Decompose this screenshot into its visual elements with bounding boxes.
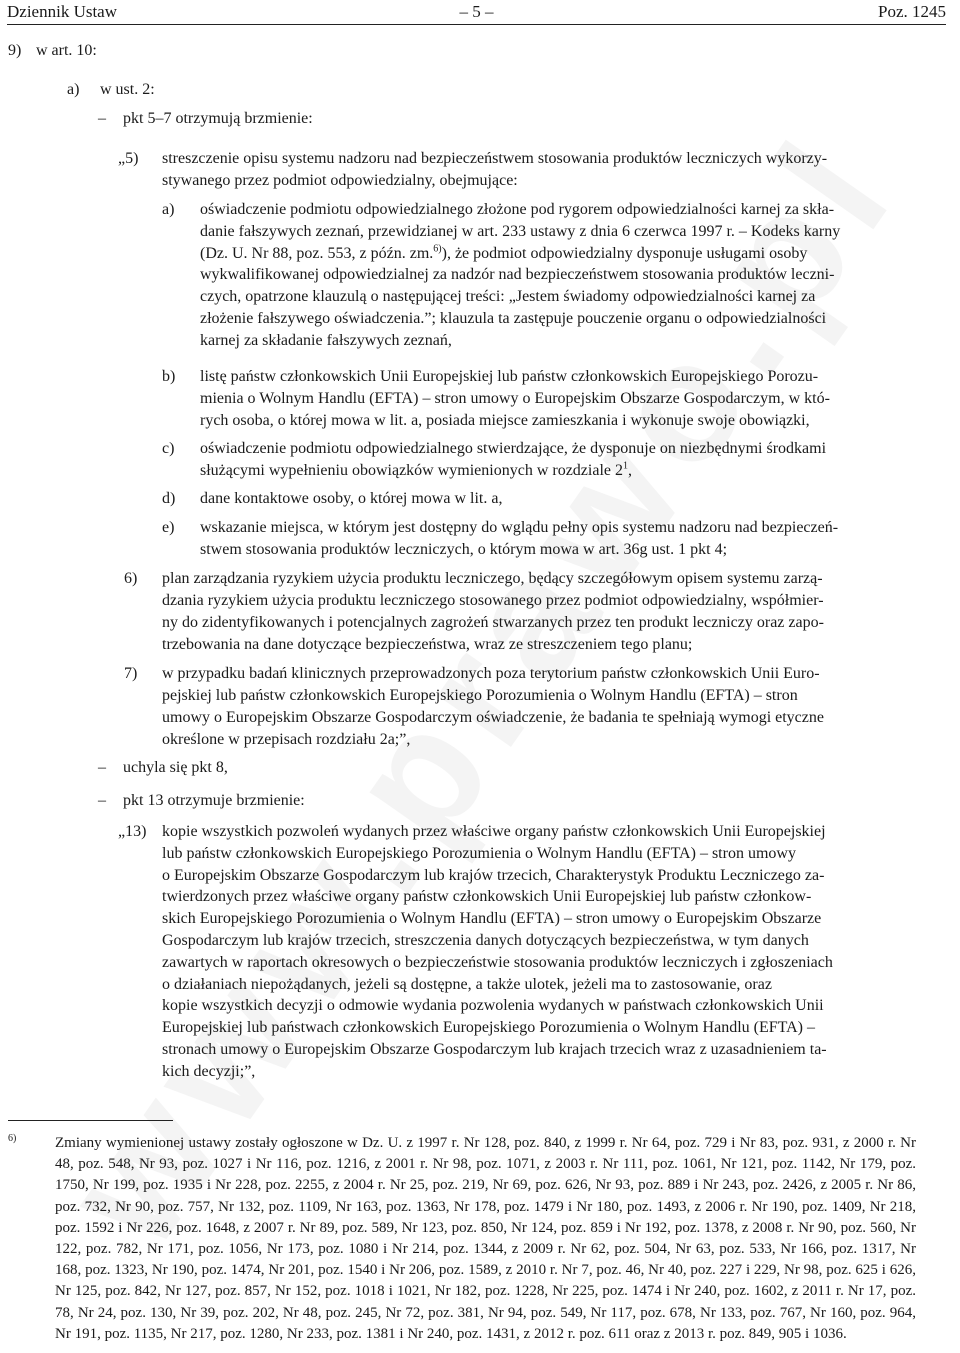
indent-2-text: uchyla się pkt 8, xyxy=(123,759,228,776)
item-7-number: 7) xyxy=(124,665,138,682)
sub-c-number: c) xyxy=(162,440,175,457)
sub-e-number: e) xyxy=(162,519,175,536)
footnote-mark: 6) xyxy=(8,1133,17,1144)
point-9-text: w art. 10: xyxy=(36,42,97,59)
item-6-line-2: dzania ryzykiem użycia produktu leczniczego stosowanego przez podmiot odpowiedzialny, współmier- xyxy=(162,592,824,609)
sub-e-line-2: stwem stosowania produktów leczniczych, o którym mowa w art. 36g ust. 1 pkt 4; xyxy=(200,541,728,558)
sub-c-line-2b: , xyxy=(628,462,632,479)
item-7-line-1: w przypadku badań klinicznych przeprowadzonych poza terytorium państw członkowskich Unii Euro- xyxy=(162,665,820,682)
sub-c-line-2 xyxy=(200,460,632,482)
item-13-line-2: lub państw członkowskich Europejskiego Porozumienia o Wolnym Handlu (EFTA) – stron umowy xyxy=(162,845,796,862)
sub-c-line-2a: służącymi wypełnieniu obowiązków wymienionych w rozdziale 2 xyxy=(200,462,623,479)
sub-a-line-5: czych, opatrzone klauzulą o następującej treści: „Jestem świadomy odpowiedzialności karnej za xyxy=(200,288,816,305)
page-number: – 5 – xyxy=(459,2,494,21)
header-rule xyxy=(7,24,946,25)
item-5-line-1: streszczenie opisu systemu nadzoru nad bezpieczeństwem stosowania produktów leczniczych wykorzy- xyxy=(162,150,828,167)
sub-c-line-1: oświadczenie podmiotu odpowiedzialnego stwierdzające, że dysponuje on niezbędnymi środkami xyxy=(200,440,827,457)
item-13-line-7: zawartych w raportach okresowych o bezpieczeństwie stosowania produktów leczniczych i zgłoszeniach xyxy=(162,954,833,971)
item-13-line-4: twierdzonych przez właściwe organy państw członkowskich Unii Europejskiej lub państw członkow- xyxy=(162,888,812,905)
letter-a-text: w ust. 2: xyxy=(100,81,155,98)
sub-a-line-1: oświadczenie podmiotu odpowiedzialnego złożone pod rygorem odpowiedzialności karnej za skła- xyxy=(200,201,835,218)
sub-d-number: d) xyxy=(162,490,176,507)
item-7-line-4: określone w przepisach rozdziału 2a;”, xyxy=(162,731,411,748)
sub-b-line-3: rych osoba, o której mowa w lit. a, posiada miejsce zamieszkania i wykonuje swoje obowiązki, xyxy=(200,412,810,429)
item-13-line-9: kopie wszystkich decyzji o odmowie wydania pozwolenia wydanych w państwach członkowskich Unii xyxy=(162,997,824,1014)
item-5-line-2: stywanego przez podmiot odpowiedzialny, obejmujące: xyxy=(162,172,518,189)
item-6-line-4: trzebowania na dane dotyczące bezpieczeństwa, wraz ze streszczeniem tego planu; xyxy=(162,636,693,653)
footnote-ref-6: 6) xyxy=(433,243,442,255)
sub-a-number: a) xyxy=(162,201,175,218)
sub-a-line-6: złożenie fałszywego oświadczenia.”; klauzula ta zastępuje pouczenie organu o odpowiedzialności xyxy=(200,310,827,327)
dash-1: – xyxy=(98,110,106,127)
indent-3-text: pkt 13 otrzymuje brzmienie: xyxy=(123,792,305,809)
sub-a-line-3a: (Dz. U. Nr 88, poz. 553, z późn. zm. xyxy=(200,245,434,262)
point-9-number: 9) xyxy=(8,42,22,59)
sub-b-line-2: mienia o Wolnym Handlu (EFTA) – stron umowy o Europejskim Obszarze Gospodarczym, w któ- xyxy=(200,390,830,407)
item-7-line-3: umowy o Europejskim Obszarze Gospodarczym oświadczenie, że badania te spełniają wymogi etyczne xyxy=(162,709,824,726)
item-13-line-3: o Europejskim Obszarze Gospodarczym lub krajów trzecich, Charakterystyk Produktu Leczniczego za- xyxy=(162,867,825,884)
item-6-line-1: plan zarządzania ryzykiem użycia produktu leczniczego, będący szczegółowym opisem systemu zarzą- xyxy=(162,570,823,587)
item-13-line-8: o działaniach niepożądanych, jeżeli są dostępne, a także ulotek, jeżeli ma to zastosowanie, oraz xyxy=(162,976,772,993)
chapter-superscript: 1 xyxy=(623,460,628,472)
sub-a-line-4: wykwalifikowanej odpowiedzialnej za nadzór nad bezpieczeństwem stosowania produktów leczni- xyxy=(200,266,835,283)
item-13-line-1: kopie wszystkich pozwoleń wydanych przez właściwe organy państw członkowskich Unii Europejskiej xyxy=(162,823,826,840)
page-header xyxy=(7,2,946,24)
item-13-line-6: Gospodarczym lub krajów trzecich, streszczenia danych dotyczących bezpieczeństwa, w tym danych xyxy=(162,932,809,949)
sub-a-line-3b: ), że podmiot odpowiedzialny dysponuje usługami osoby xyxy=(441,245,808,262)
sub-d-text: dane kontaktowe osoby, o której mowa w lit. a, xyxy=(200,490,503,507)
item-6-line-3: ny do zidentyfikowanych i potencjalnych zagrożeń stwarzanych przez ten produkt leczniczy oraz zapo- xyxy=(162,614,824,631)
item-13-line-5: skich Europejskiego Porozumienia o Wolnym Handlu (EFTA) – stron umowy o Europejskim Obszarze xyxy=(162,910,822,927)
item-13-number: „13) xyxy=(118,823,147,840)
sub-e-line-1: wskazanie miejsca, w którym jest dostępny do wglądu pełny opis systemu nadzoru nad bezpieczeń- xyxy=(200,519,839,536)
item-6-number: 6) xyxy=(124,570,138,587)
sub-a-line-2: danie fałszywych zeznań, przewidzianej w art. 233 ustawy z dnia 6 czerwca 1997 r. – Kodeks karny xyxy=(200,223,841,240)
dash-3: – xyxy=(98,792,106,809)
item-7-line-2: pejskiej lub państw członkowskich Europejskiego Porozumienia o Wolnym Handlu (EFTA) – stron xyxy=(162,687,798,704)
item-13-line-11: stronach umowy o Europejskim Obszarze Gospodarczym lub krajach trzecich wraz z uzasadnieniem ta- xyxy=(162,1041,827,1058)
footnote-rule xyxy=(8,1120,173,1121)
footnote-text: Zmiany wymienionej ustawy zostały ogłoszone w Dz. U. z 1997 r. Nr 128, poz. 840, z 1999 r. Nr 64, poz. 729 i Nr 83, poz. 931, z 2000 r. Nr 48, poz. 548, Nr 93, poz. 1027 i Nr 116, poz. 1216, z 2001 r. Nr 98, poz. 1071, z 2003 r. Nr 111, poz. 1061, Nr 121, poz. 1142, Nr 179, poz. 1750, Nr 199, poz. 1935 i Nr 228, poz. 2255, z 2004 r. Nr 25, poz. 219, Nr 69, poz. 626, Nr 93, poz. 889 i Nr 243, poz. 2426, z 2005 r. Nr 86, poz. 732, Nr 90, poz. 757, Nr 132, poz. 1109, Nr 163, poz. 1363, Nr 178, poz. 1479 i Nr 180, poz. 1493, z 2006 r. Nr 190, poz. 1409, Nr 218, poz. 1592 i Nr 226, poz. 1648, z 2007 r. Nr 89, poz. 589, Nr 123, poz. 850, Nr 124, poz. 859 i Nr 192, poz. 1378, z 2008 r. Nr 90, poz. 560, Nr 122, poz. 782, Nr 171, poz. 1056, Nr 173, poz. 1080 i Nr 214, poz. 1344, z 2009 r. Nr 62, poz. 504, Nr 63, poz. 533, Nr 166, poz. 1317, Nr 168, poz. 1323, Nr 190, poz. 1474, Nr 201, poz. 1540 i Nr 206, poz. 1589, z 2010 r. Nr 7, poz. 46, Nr 40, poz. 227 i 229, Nr 98, poz. 625 i 626, Nr 125, poz. 842, Nr 127, poz. 857, Nr 152, poz. 1018 i 1021, Nr 182, poz. 1228, Nr 225, poz. 1474 i Nr 240, poz. 1602, z 2011 r. Nr 17, poz. 78, Nr 24, poz. 130, Nr 39, poz. 202, Nr 48, poz. 245, Nr 72, poz. 381, Nr 94, poz. 549, Nr 117, poz. 678, Nr 133, poz. 767, Nr 160, poz. 964, Nr 191, poz. 1135, Nr 217, poz. 1280, Nr 233, poz. 1381 i Nr 240, poz. 1431, z 2012 r. poz. 611 oraz z 2013 r. poz. 849, 905 i 1036. xyxy=(55,1135,916,1342)
journal-name: Dziennik Ustaw xyxy=(7,2,118,21)
sub-b-number: b) xyxy=(162,368,176,385)
position-number: Poz. 1245 xyxy=(878,2,946,21)
dash-2: – xyxy=(98,759,106,776)
sub-a-line-7: karnej za składanie fałszywych zeznań, xyxy=(200,332,452,349)
sub-a-line-3 xyxy=(200,243,916,265)
item-13-line-10: Europejskiej lub państwach członkowskich Europejskiego Porozumienia o Wolnym Handlu (EFTA) – xyxy=(162,1019,816,1036)
item-13-line-12: kich decyzji;”, xyxy=(162,1063,256,1080)
indent-1-text: pkt 5–7 otrzymują brzmienie: xyxy=(123,110,313,127)
sub-b-line-1: listę państw członkowskich Unii Europejskiej lub państw członkowskich Europejskiego Porozu- xyxy=(200,368,819,385)
letter-a-number: a) xyxy=(67,81,80,98)
item-5-number: „5) xyxy=(118,150,139,167)
